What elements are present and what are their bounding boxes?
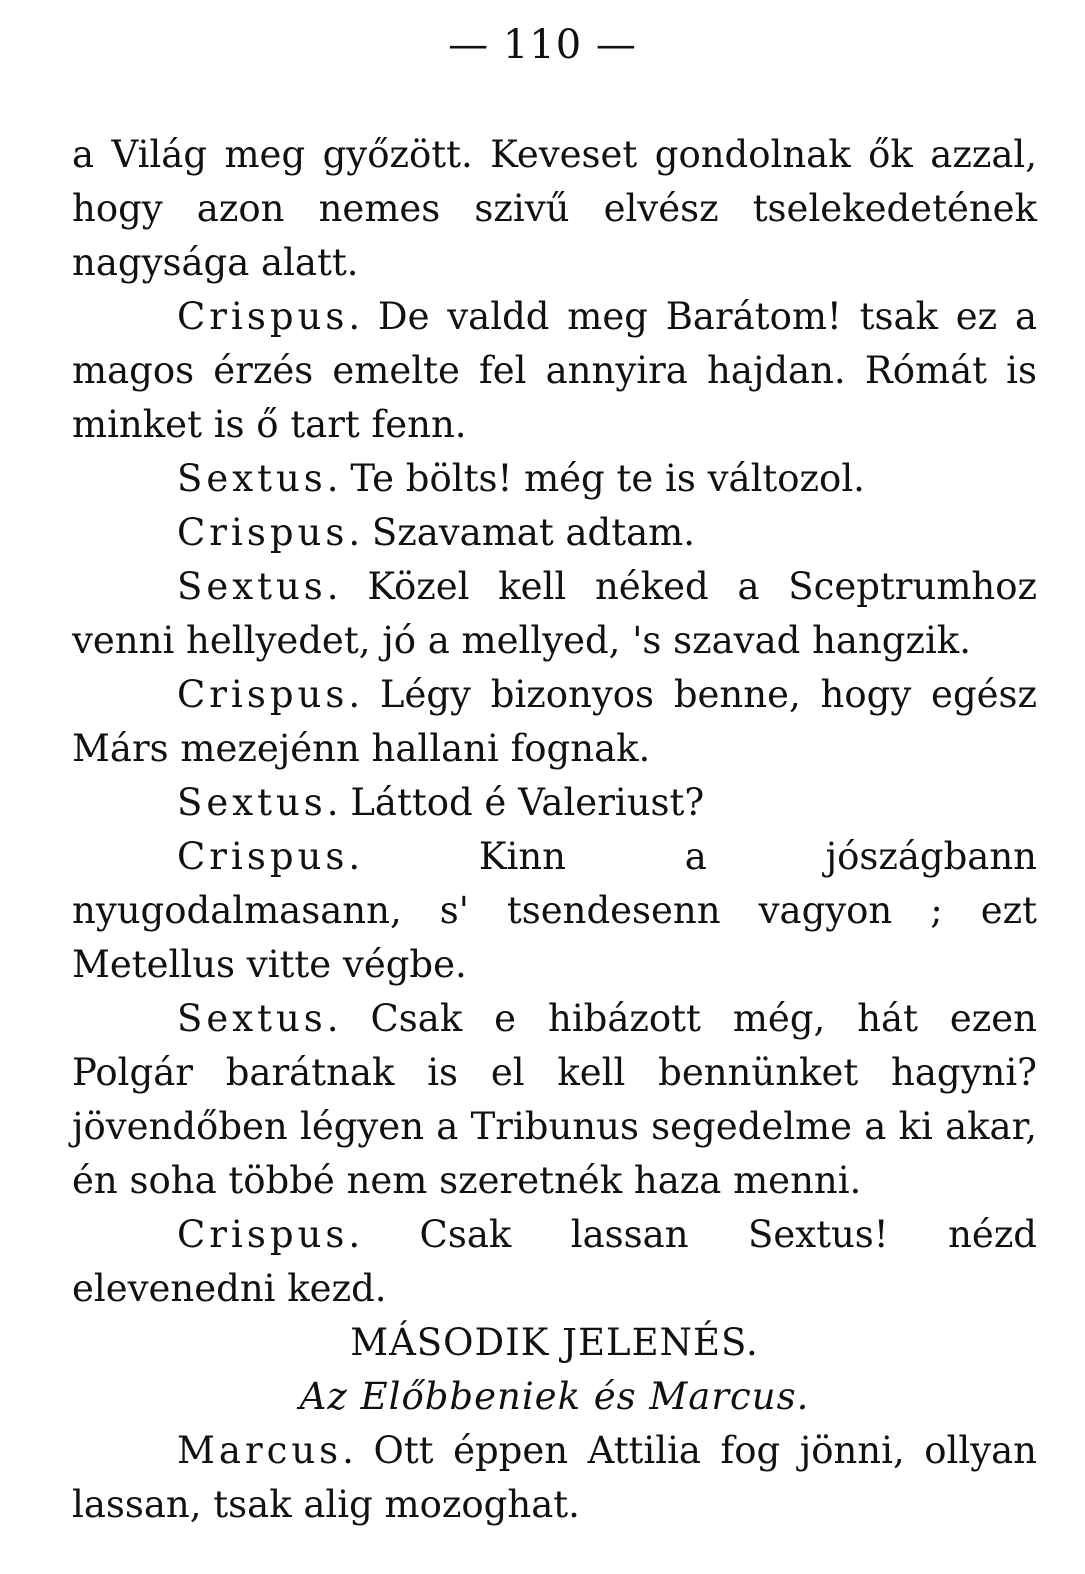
dialogue-text: Kinn a jószágbann nyugodalmasann, s' tsendesenn vagyon ; ezt Metellus vitte végbe. xyxy=(72,835,1037,986)
speaker-name: Sextus xyxy=(177,997,327,1040)
speaker-name: Crispus xyxy=(177,511,349,554)
dialogue-line: Crispus. Légy bizonyos benne, hogy egész Márs mezejénn hallani fognak. xyxy=(72,673,1038,770)
speaker-name: Sextus xyxy=(177,781,327,824)
dialogue-text: Ott éppen Attilia fog jönni, ollyan lassan, tsak alig mozoghat. xyxy=(72,1429,1037,1526)
speaker-name: Crispus xyxy=(177,835,349,878)
dialogue-line: Sextus. Láttod é Valeriust? xyxy=(177,781,705,824)
dialogue-text: Légy bizonyos benne, hogy egész Márs mezejénn hallani fognak. xyxy=(72,673,1038,770)
page-number: — 110 — xyxy=(448,22,637,68)
dialogue-line: Crispus. Csak lassan Sextus! nézd elevenedni kezd. xyxy=(72,1213,1037,1310)
dialogue-line: Sextus. Csak e hibázott még, hát ezen Polgár barátnak is el kell bennünket hagyni? jövendőben légyen a Tribunus segedelme a ki akar, én soha többé nem szeretnék haza menni. xyxy=(72,997,1037,1202)
dialogue-text: De valdd meg Barátom! tsak ez a magos érzés emelte fel annyira hajdan. Rómát is minket is ő tart fenn. xyxy=(72,295,1038,446)
scene-subtitle: Az Előbbeniek és Marcus. xyxy=(299,1375,810,1418)
dialogue-line: Crispus. Szavamat adtam. xyxy=(177,511,696,554)
dialogue-line: Crispus. Kinn a jószágbann nyugodalmasann, s' tsendesenn vagyon ; ezt Metellus vitte végbe. xyxy=(72,835,1037,986)
speaker-name: Crispus xyxy=(177,673,349,716)
dialogue-line: Crispus. De valdd meg Barátom! tsak ez a magos érzés emelte fel annyira hajdan. Rómát is minket is ő tart fenn. xyxy=(72,295,1038,446)
dialogue-text: Csak lassan Sextus! nézd elevenedni kezd. xyxy=(72,1213,1037,1310)
dialogue-line: Marcus. Ott éppen Attilia fog jönni, ollyan lassan, tsak alig mozoghat. xyxy=(72,1429,1037,1526)
speaker-name: Sextus xyxy=(177,457,327,500)
page-body xyxy=(72,128,1037,1532)
speaker-name: Crispus xyxy=(177,1213,349,1256)
paragraph-text: a Világ meg győzött. Keveset gondolnak ők azzal, hogy azon nemes szivű elvész tselekedetének nagysága alatt. xyxy=(72,133,1037,284)
speaker-name: Marcus xyxy=(177,1429,343,1472)
dialogue-text: Szavamat adtam. xyxy=(371,511,696,554)
dialogue-text: Láttod é Valeriust? xyxy=(350,781,705,824)
dialogue-text: Csak e hibázott még, hát ezen Polgár barátnak is el kell bennünket hagyni? jövendőben légyen a Tribunus segedelme a ki akar, én soha többé nem szeretnék haza menni. xyxy=(72,997,1037,1202)
dialogue-text: Közel kell néked a Sceptrumhoz venni hellyedet, jó a mellyed, 's szavad hangzik. xyxy=(72,565,1037,662)
dialogue-line: Sextus. Te bölts! még te is változol. xyxy=(177,457,865,500)
speaker-name: Sextus xyxy=(177,565,327,608)
speaker-name: Crispus xyxy=(177,295,349,338)
paragraph-continuation xyxy=(72,128,1037,290)
scene-title: MÁSODIK JELENÉS. xyxy=(350,1321,759,1364)
dialogue-line: Sextus. Közel kell néked a Sceptrumhoz venni hellyedet, jó a mellyed, 's szavad hangzik. xyxy=(72,565,1037,662)
dialogue-text: Te bölts! még te is változol. xyxy=(350,457,865,500)
